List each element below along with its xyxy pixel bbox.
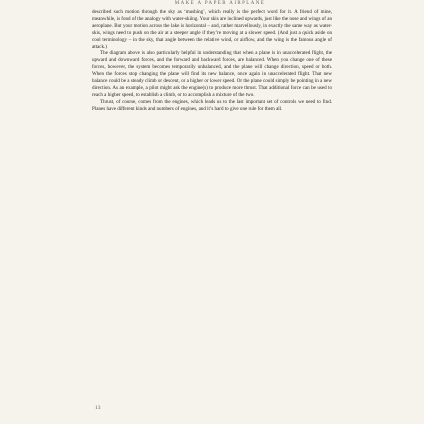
paragraph: The diagram above is also particularly helpful in understanding that when a plane is in unaccelerated flight, the upward and downward forces, and the forward and backward forces, are balanced. When you change one of these forces, however, the system becomes temporarily unbalanced, and the plane will change direction, speed or both. When the forces stop changing the plane will find its new balance, once again in unaccelerated flight. That new balance could be a steady climb or descent, or a higher or lower speed. Or the plane could simply be pointing in a new direction. As an example, a pilot might ask the engine(s) to produce more thrust. That additional force can be used to reach a higher speed, to establish a climb, or to accomplish a mixture of the two.: [92, 50, 332, 98]
running-head: MAKE A PAPER AIRPLANE: [174, 1, 266, 6]
paragraph: Thrust, of course, comes from the engines, which leads us to the last important set of controls we need to find. Planes have different kinds and numbers of engines, and it’s hard to give one rule for them all.: [92, 98, 332, 112]
paragraph: described such motion through the sky as ‘mushing’, which really is the perfect word for it. A friend of mine, meanwhile, is fond of the analogy with water-skiing. Your skis are inclined upwards, just like the nose and wings of an aeroplane. But your motion across the lake is horizontal – and, rather marvellously, in exactly the same way as water-skis, wings need to push on the air at a steeper angle if they’re moving at a slower speed. (And just a quick aside on cool terminology – in the sky, that angle between the relative wind, or airflow, and the wing is the famous angle of attack.): [92, 9, 332, 50]
body-text: [92, 9, 332, 113]
page-number: 13: [95, 405, 101, 411]
